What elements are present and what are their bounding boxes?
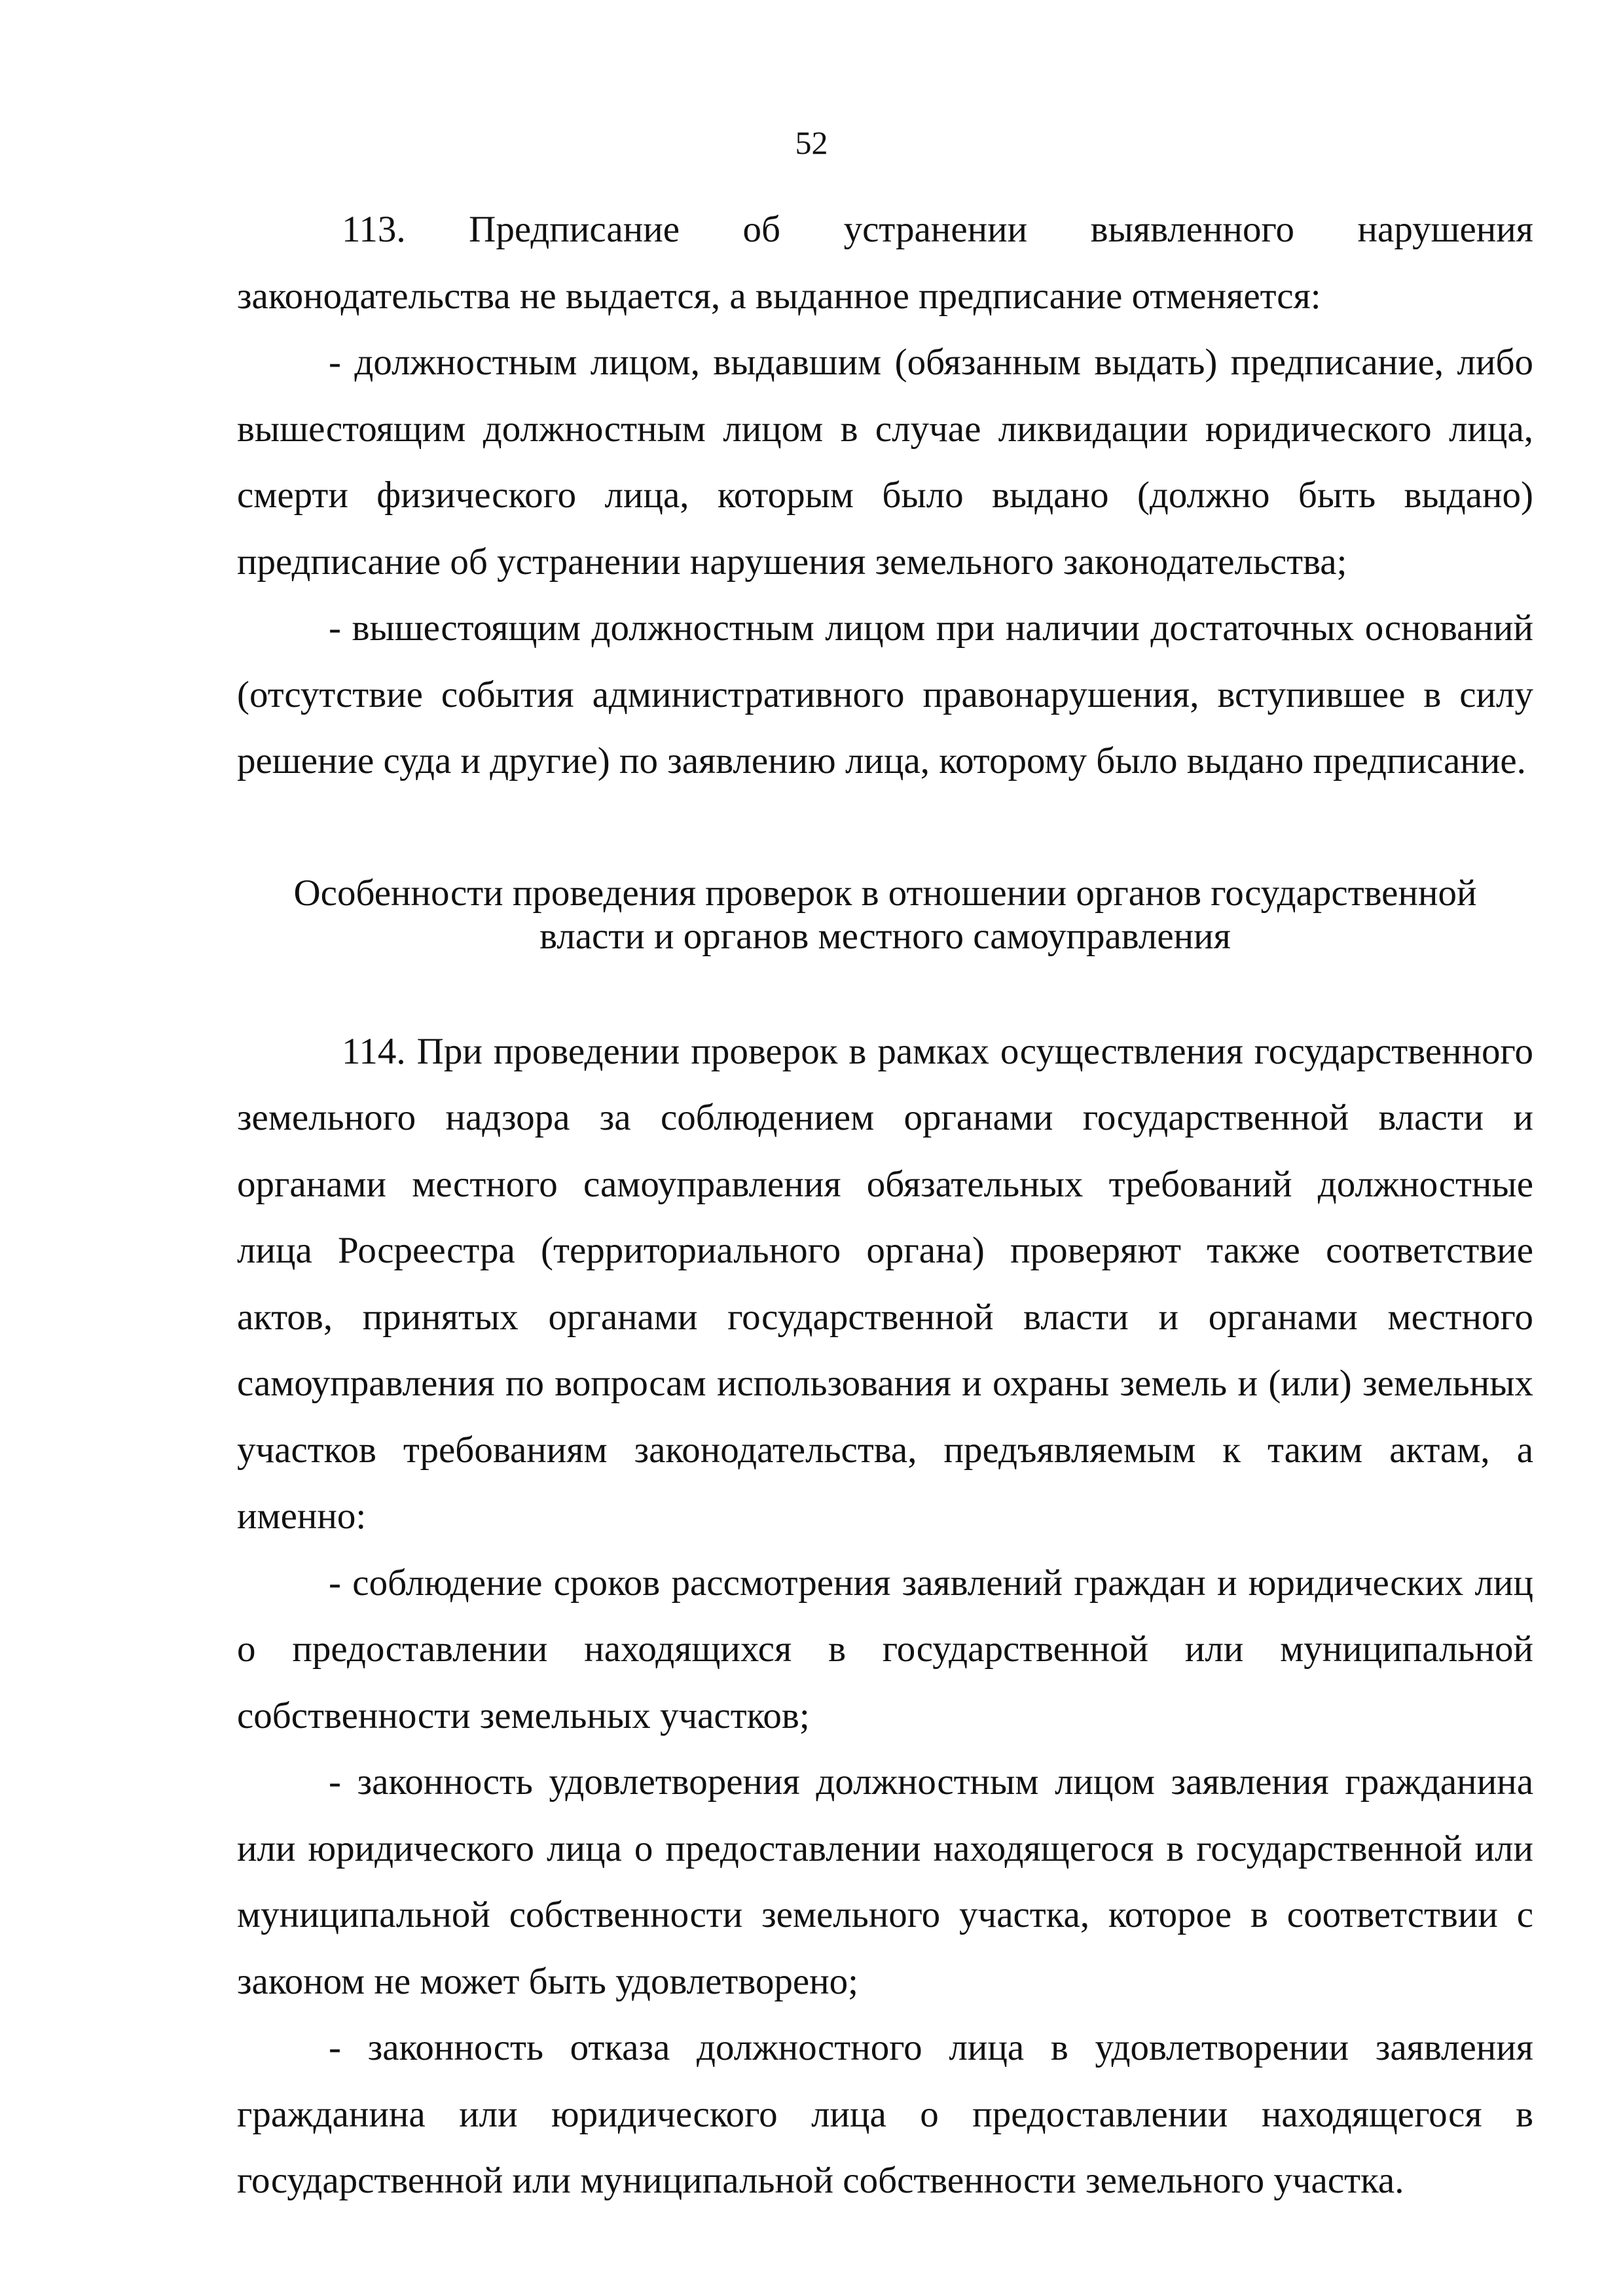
list-item-dash: - соблюдение сроков рассмотрения заявлений граждан и юридических лиц о предоставлении находящихся в государственной или муниципальной собственности земельных участков; <box>237 1562 1533 1736</box>
list-item-dash: - вышестоящим должностным лицом при наличии достаточных оснований (отсутствие события административного правонарушения, вступившее в силу решение суда и другие) по заявлению лица, которому было выдано предписание. <box>237 607 1533 781</box>
section-heading: Особенности проведения проверок в отношении органов государственной власти и органов местного самоуправления <box>293 872 1477 957</box>
list-item-dash: - законность отказа должностного лица в удовлетворении заявления гражданина или юридического лица о предоставлении находящегося в государственной или муниципальной собственности земельного участка. <box>237 2027 1533 2201</box>
list-item-dash: - должностным лицом, выдавшим (обязанным выдать) предписание, либо вышестоящим должностным лицом в случае ликвидации юридического лица, смерти физического лица, которым было выдано (должно быть выдано) предписание об устранении нарушения земельного законодательства; <box>237 342 1533 583</box>
paragraph-113: 113. Предписание об устранении выявленного нарушения законодательства не выдается, а выданное предписание отменяется: <box>237 209 1533 317</box>
paragraph-114: 114. При проведении проверок в рамках осуществления государственного земельного надзора за соблюдением органами государственной власти и органами местного самоуправления обязательных требований должностные лица Росреестра (территориального органа) проверяют также соответствие актов, принятых органами государственной власти и органами местного самоуправления по вопросам использования и охраны земель и (или) земельных участков требованиям законодательства, предъявляемым к таким актам, а именно: <box>237 1030 1533 1537</box>
document-body <box>237 196 1533 2214</box>
list-item-dash: - законность удовлетворения должностным лицом заявления гражданина или юридического лица о предоставлении находящегося в государственной или муниципальной собственности земельного участка, которое в соответствии с законом не может быть удовлетворено; <box>237 1761 1533 2002</box>
page-number: 52 <box>795 124 828 161</box>
